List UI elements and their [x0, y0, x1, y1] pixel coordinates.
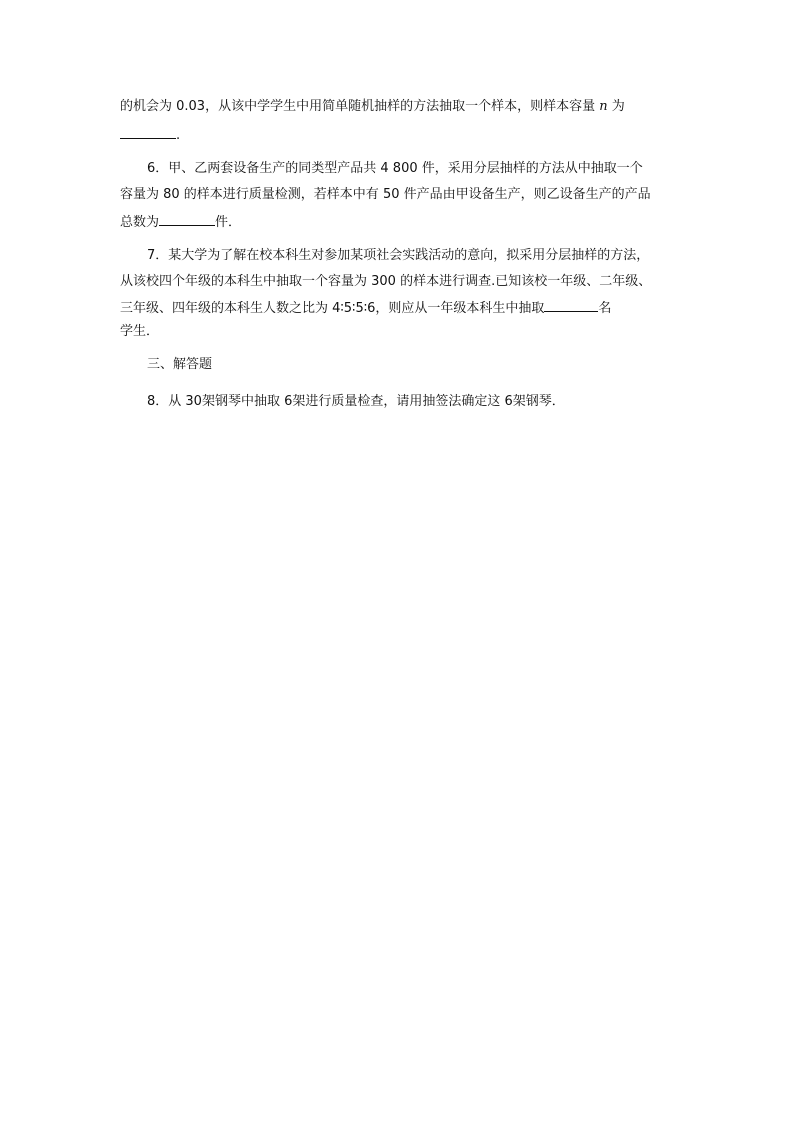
q5-answer-blank [120, 124, 176, 139]
q7-line-2: 从该校四个年级的本科生中抽取一个容量为 300 的样本进行调查.已知该校一年级、二年级、 [120, 274, 652, 289]
section-heading: 三、解答题 [147, 357, 213, 372]
q7-line-1: 7．某大学为了解在校本科生对参加某项社会实践活动的意向，拟采用分层抽样的方法， [147, 248, 650, 263]
q6-line-1: 6．甲、乙两套设备生产的同类型产品共 4 800 件，采用分层抽样的方法从中抽取一个 [147, 161, 643, 176]
q6-line-2: 容量为 80 的样本进行质量检测，若样本中有 50 件产品由甲设备生产，则乙设备生产的产品 [120, 187, 651, 202]
q7-line-4: 学生． [120, 324, 160, 339]
q5-line-1 [120, 97, 625, 117]
q5-text-pre: 的机会为 0.03，从该中学学生中用简单随机抽样的方法抽取一个样本，则样本容量 [120, 99, 600, 114]
q6-text-pre: 总数为 [120, 215, 160, 230]
q5-text-post: 为 [607, 99, 625, 114]
q6-line-3 [120, 211, 241, 231]
q7-text-pre: 三年级、四年级的本科生人数之比为 4∶5∶5∶6，则应从一年级本科生中抽取 [120, 301, 545, 316]
q7-line-3 [120, 297, 611, 317]
q5-variable-n: n [599, 99, 608, 114]
q6-answer-blank [159, 211, 215, 226]
q5-end-punct: . [176, 128, 181, 143]
q6-text-post: 件． [215, 215, 242, 230]
q8-line-1: 8．从 30架钢琴中抽取 6架进行质量检查，请用抽签法确定这 6架钢琴． [147, 394, 565, 409]
q7-text-post: 名 [598, 301, 612, 316]
q7-answer-blank [544, 297, 598, 312]
q5-line-2 [120, 124, 180, 144]
